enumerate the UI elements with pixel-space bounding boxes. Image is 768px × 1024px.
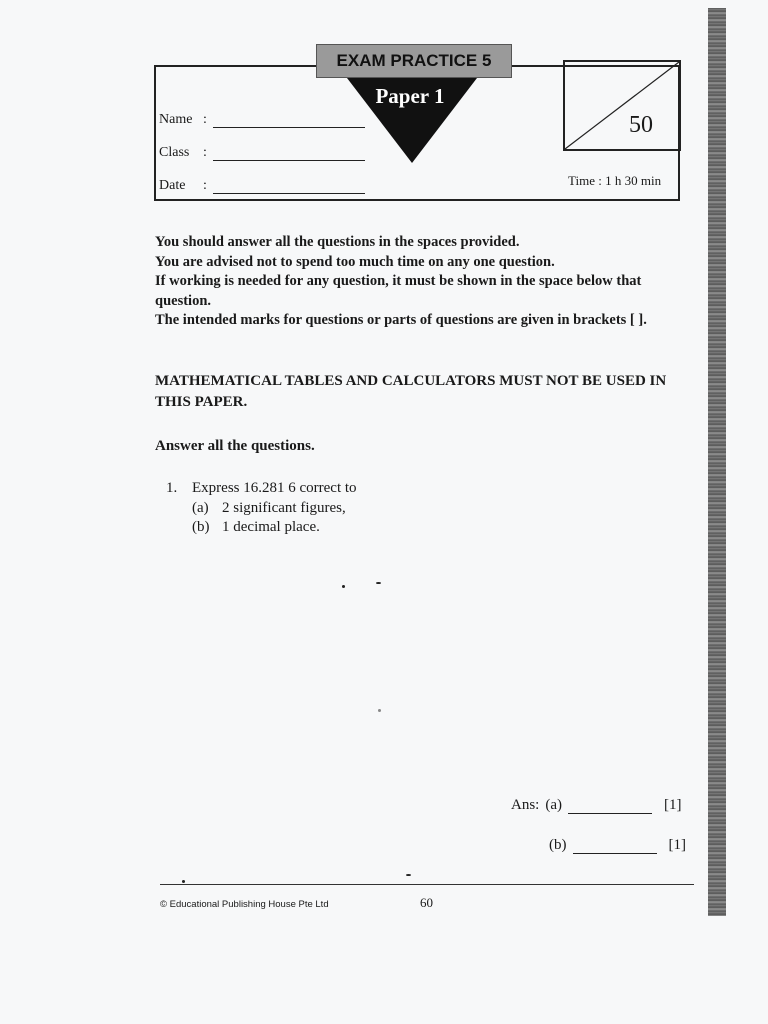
class-field bbox=[159, 145, 365, 161]
date-colon: : bbox=[203, 178, 207, 193]
answer-a-label: (a) bbox=[545, 797, 562, 813]
total-marks: 50 bbox=[629, 112, 653, 138]
answer-all-heading: Answer all the questions. bbox=[155, 438, 315, 454]
score-diagonal bbox=[563, 60, 681, 151]
page-number: 60 bbox=[420, 895, 433, 910]
name-line bbox=[213, 115, 365, 128]
part-a-label: (a) bbox=[192, 499, 209, 516]
calculator-warning: MATHEMATICAL TABLES AND CALCULATORS MUST NOT BE USED IN THIS PAPER. bbox=[155, 373, 667, 410]
part-b-text: 1 decimal place. bbox=[222, 519, 320, 535]
paper-label: Paper 1 bbox=[375, 84, 445, 108]
class-label: Class bbox=[159, 145, 190, 160]
instruction-4: The intended marks for questions or parts of questions are given in brackets [ ]. bbox=[155, 312, 647, 328]
part-b-label: (b) bbox=[192, 519, 210, 535]
part-a-text: 2 significant figures, bbox=[222, 499, 346, 516]
class-line bbox=[213, 148, 365, 161]
scan-speck bbox=[342, 585, 345, 588]
instruction-1: You should answer all the questions in the spaces provided. bbox=[155, 234, 520, 250]
date-field bbox=[159, 178, 365, 194]
answer-row-a bbox=[511, 797, 682, 814]
scan-speck bbox=[182, 880, 185, 883]
answer-b-label: (b) bbox=[549, 837, 567, 853]
question-1 bbox=[166, 479, 357, 538]
answer-b-marks: [1] bbox=[668, 837, 686, 853]
exam-banner: EXAM PRACTICE 5 bbox=[316, 44, 512, 78]
answer-prefix: Ans: bbox=[511, 797, 540, 813]
scan-edge-shadow bbox=[708, 8, 726, 916]
answer-a-line[interactable] bbox=[568, 801, 652, 814]
instructions bbox=[155, 233, 695, 331]
name-field bbox=[159, 112, 365, 128]
answer-b-line[interactable] bbox=[573, 841, 657, 854]
instruction-3: If working is needed for any question, it must be shown in the space below that question. bbox=[155, 273, 642, 309]
scan-speck bbox=[376, 582, 381, 584]
question-part-b bbox=[166, 518, 357, 538]
answer-row-b bbox=[549, 837, 686, 854]
question-part-a bbox=[166, 499, 357, 519]
date-label: Date bbox=[159, 178, 186, 193]
instruction-2: You are advised not to spend too much time on any one question. bbox=[155, 253, 555, 270]
time-allowed: Time : 1 h 30 min bbox=[568, 173, 662, 188]
question-text: Express 16.281 6 correct to bbox=[192, 480, 357, 496]
name-label: Name bbox=[159, 112, 193, 127]
footer-rule bbox=[160, 884, 694, 885]
date-line bbox=[213, 181, 365, 194]
footer-copyright: © Educational Publishing House Pte Ltd bbox=[160, 899, 329, 910]
scan-speck bbox=[378, 709, 381, 712]
answer-a-marks: [1] bbox=[664, 797, 682, 813]
name-colon: : bbox=[203, 112, 207, 127]
scan-speck bbox=[406, 874, 411, 876]
class-colon: : bbox=[203, 145, 207, 160]
question-number: 1. bbox=[166, 480, 178, 496]
